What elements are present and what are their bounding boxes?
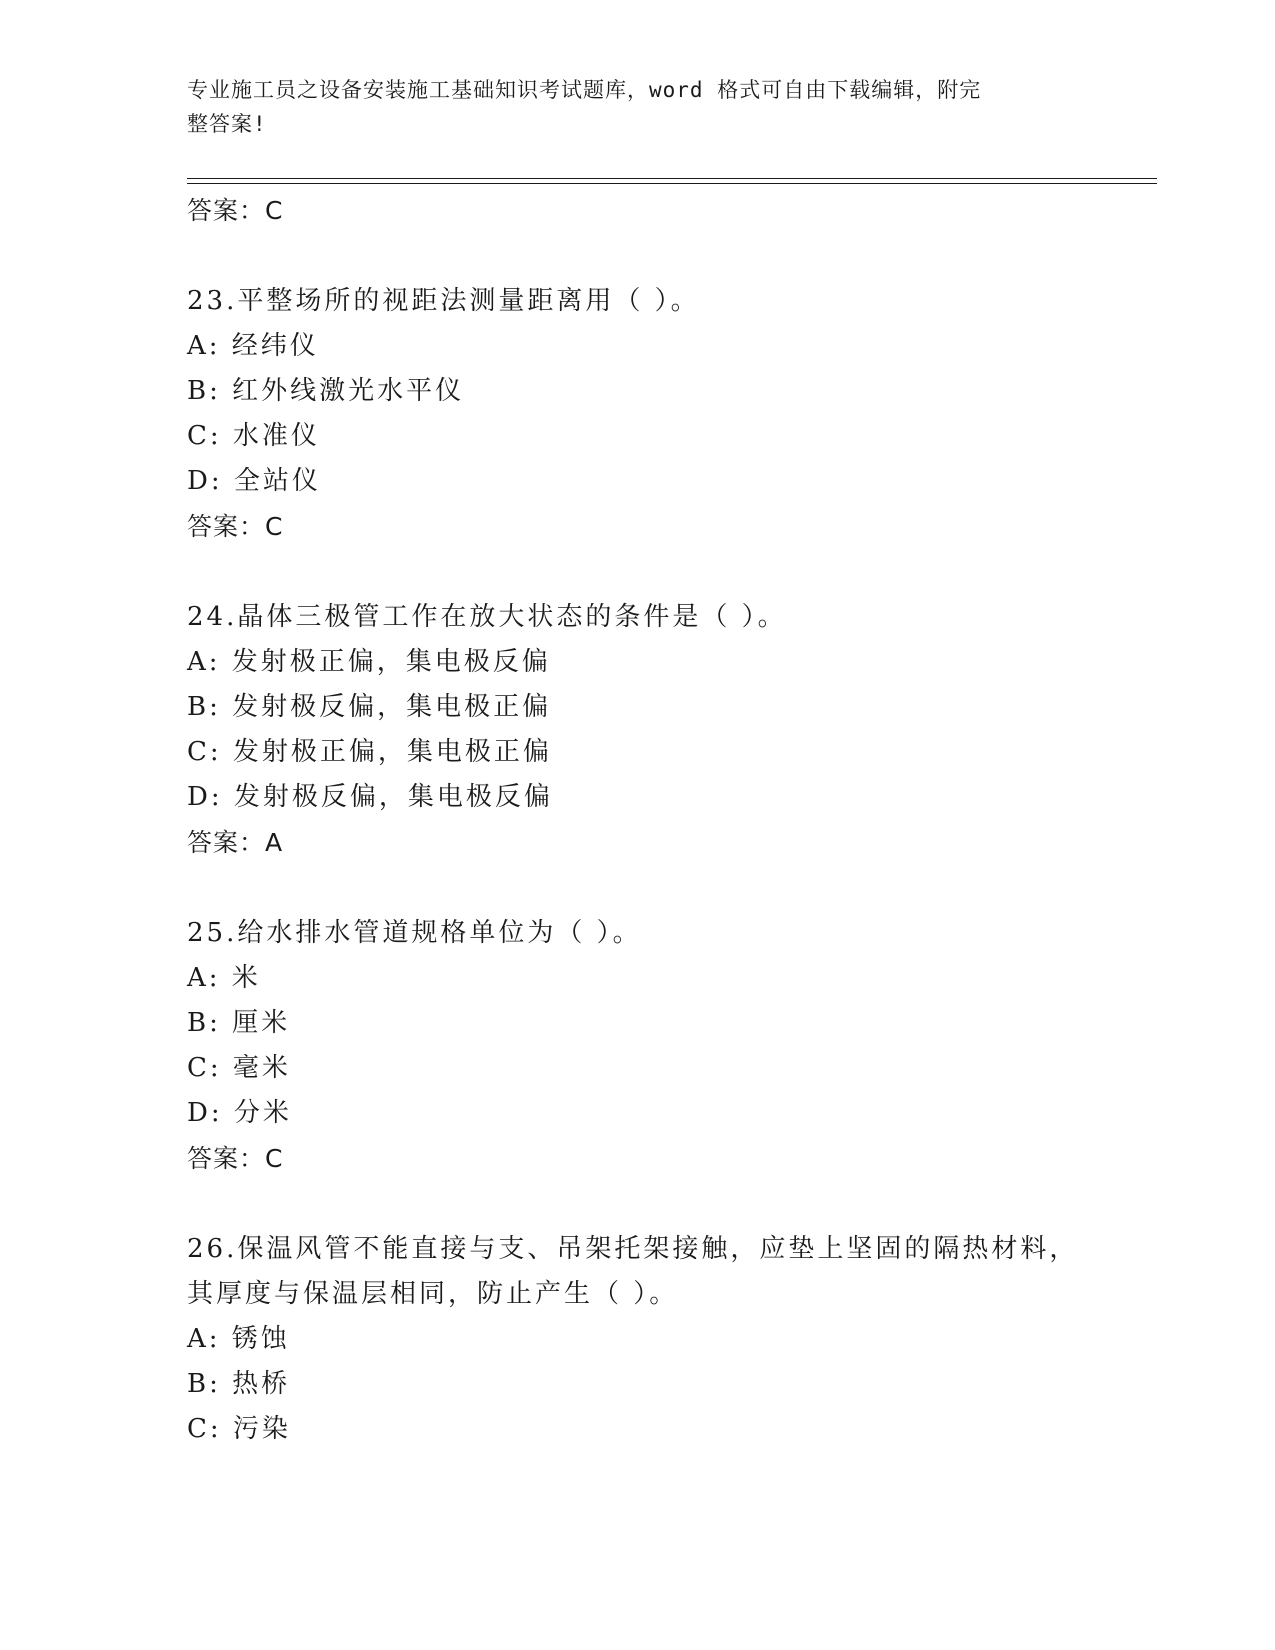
- answer-line: 答案：C: [187, 196, 284, 225]
- header-divider-bottom: [187, 183, 1157, 184]
- option-a: A: 经纬仪: [187, 331, 319, 361]
- option-c: C: 发射极正偏，集电极正偏: [187, 737, 552, 767]
- question-text-line-2: 其厚度与保温层相同，防止产生（ ）。: [187, 1279, 679, 1309]
- option-d: D: 分米: [187, 1098, 292, 1128]
- question-block: [187, 595, 1147, 865]
- spacer: [187, 233, 1147, 279]
- question-text-line-1: 26.保温风管不能直接与支、吊架托架接触，应垫上坚固的隔热材料，: [187, 1234, 1079, 1264]
- option-a: A: 锈蚀: [187, 1324, 290, 1354]
- option-c: C: 污染: [187, 1414, 291, 1444]
- spacer: [187, 549, 1147, 595]
- option-d: D: 发射极反偏，集电极反偏: [187, 782, 553, 812]
- option-b: B: 发射极反偏，集电极正偏: [187, 692, 552, 722]
- answer-line: 答案：A: [187, 828, 284, 857]
- header-divider-top: [187, 178, 1157, 179]
- option-a: A: 米: [187, 963, 261, 993]
- document-header: [187, 73, 1067, 141]
- option-b: B: 热桥: [187, 1369, 291, 1399]
- question-list: [187, 188, 1147, 1452]
- question-block: [187, 279, 1147, 549]
- option-c: C: 水准仪: [187, 421, 320, 451]
- question-text: 24.晶体三极管工作在放大状态的条件是（ ）。: [187, 602, 787, 632]
- option-b: B: 红外线激光水平仪: [187, 376, 465, 406]
- header-line-2: 整答案!: [187, 112, 267, 136]
- option-a: A: 发射极正偏，集电极反偏: [187, 647, 551, 677]
- header-line-1: 专业施工员之设备安装施工基础知识考试题库，word 格式可自由下载编辑，附完: [187, 78, 982, 102]
- option-c: C: 毫米: [187, 1053, 291, 1083]
- option-d: D: 全站仪: [187, 466, 321, 496]
- question-block: [187, 911, 1147, 1181]
- spacer: [187, 865, 1147, 911]
- question-text: 25.给水排水管道规格单位为（ ）。: [187, 918, 642, 948]
- answer-line: 答案：C: [187, 512, 284, 541]
- option-b: B: 厘米: [187, 1008, 291, 1038]
- question-block: [187, 1227, 1147, 1452]
- answer-line: 答案：C: [187, 1144, 284, 1173]
- spacer: [187, 1181, 1147, 1227]
- question-text: 23.平整场所的视距法测量距离用（ ）。: [187, 286, 700, 316]
